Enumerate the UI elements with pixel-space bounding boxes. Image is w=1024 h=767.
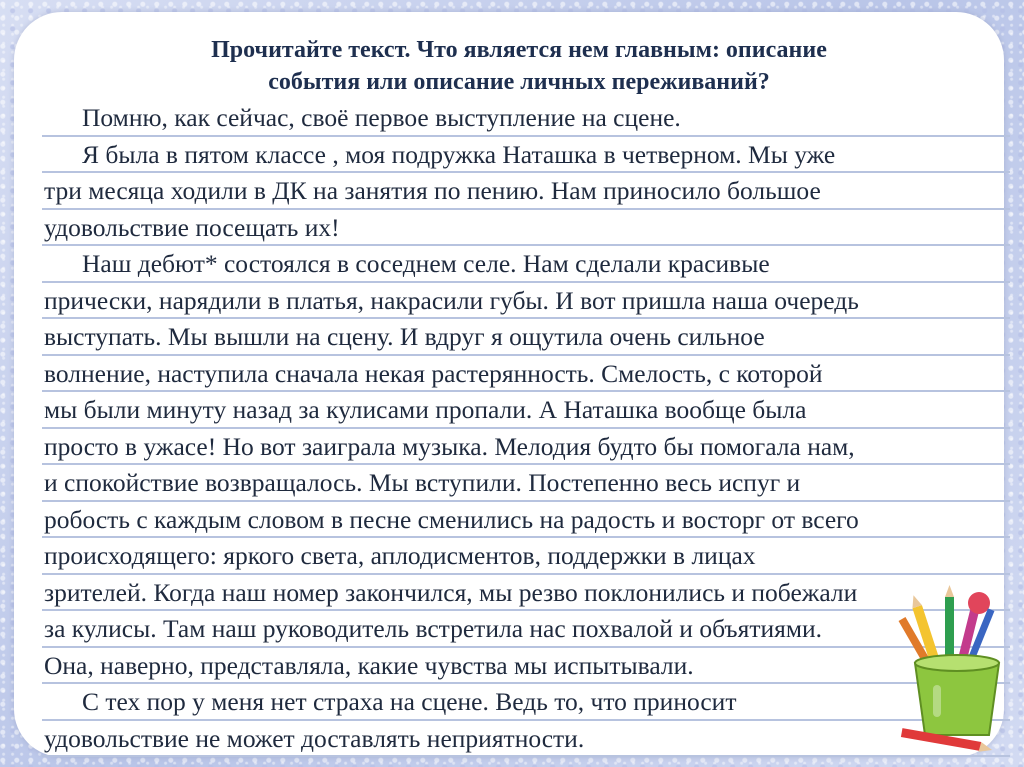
text-line: волнение, наступила сначала некая растерянность. Смелость, с которой: [42, 356, 1010, 393]
page-title: [14, 34, 1024, 98]
text-line: удовольствие посещать их!: [42, 210, 1010, 247]
text-card: [14, 12, 1004, 757]
text-line: Она, наверно, представляла, какие чувства мы испытывали.: [42, 648, 1010, 685]
text-line: удовольствие не может доставлять неприятности.: [42, 721, 1010, 758]
title-line-1: Прочитайте текст. Что является нем главным: описание: [211, 37, 827, 63]
text-line: мы были минуту назад за кулисами пропали. А Наташка вообще была: [42, 392, 1010, 429]
text-line: и спокойствие возвращалось. Мы вступили. Постепенно весь испуг и: [42, 465, 1010, 502]
text-line: три месяца ходили в ДК на занятия по пению. Нам приносило большое: [42, 173, 1010, 210]
text-line: прически, нарядили в платья, накрасили губы. И вот пришла наша очередь: [42, 283, 1010, 320]
text-line: происходящего: яркого света, аплодисментов, поддержки в лицах: [42, 538, 1010, 575]
text-line: выступать. Мы вышли на сцену. И вдруг я ощутила очень сильное: [42, 319, 1010, 356]
text-line: зрителей. Когда наш номер закончился, мы резво поклонились и побежали: [42, 575, 1010, 612]
text-line: Помню, как сейчас, своё первое выступление на сцене.: [42, 100, 1010, 137]
text-line: за кулисы. Там наш руководитель встретила нас похвалой и объятиями.: [42, 611, 1010, 648]
text-line: Наш дебют* состоялся в соседнем селе. Нам сделали красивые: [42, 246, 1010, 283]
text-line: С тех пор у меня нет страха на сцене. Ведь то, что приносит: [42, 684, 1010, 721]
pencil-cup-icon: [893, 585, 1021, 760]
text-line: просто в ужасе! Но вот заиграла музыка. Мелодия будто бы помогала нам,: [42, 429, 1010, 466]
story-text: [42, 100, 1010, 757]
text-line: робость с каждым словом в песне сменились на радость и восторг от всего: [42, 502, 1010, 539]
text-line: Я была в пятом классе , моя подружка Наташка в четверном. Мы уже: [42, 137, 1010, 174]
title-line-2: события или описание личных переживаний?: [268, 69, 770, 95]
